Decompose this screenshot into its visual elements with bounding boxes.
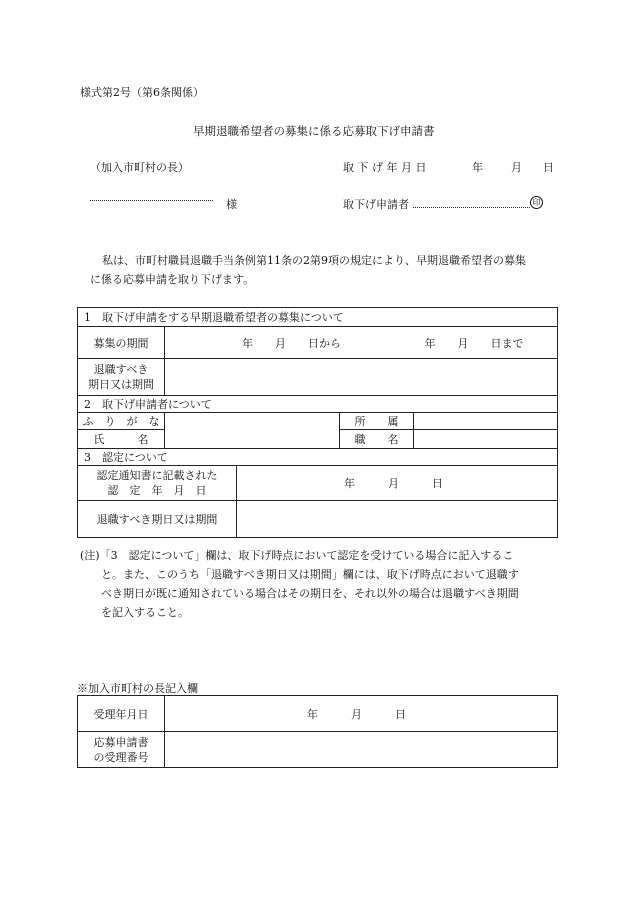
note-line1: (注)「3 認定について」欄は、取下げ時点において認定を受けている場合に記入するこ (80, 549, 514, 562)
recruit-period-to: 年 月 日まで (424, 336, 524, 350)
receipt-number-value[interactable] (165, 732, 558, 768)
cert-date-value[interactable] (237, 466, 558, 501)
retire-period-value[interactable] (237, 501, 558, 538)
body-text-line1: 私は、市町村職員退職手当条例第11条の2第9項の規定により、早期退職希望者の募集 (102, 254, 526, 267)
name-label: 氏 名 (78, 430, 165, 449)
section-2-heading: 2 取下げ申請者について (78, 396, 558, 413)
cert-date-label-line1: 認定通知書に記載された (96, 469, 218, 482)
position-label: 職 名 (340, 430, 414, 449)
note-line4: を記入すること。 (101, 606, 189, 619)
seal-mark: 印 (530, 196, 543, 209)
date-day: 日 (543, 161, 554, 174)
date-month: 月 (511, 161, 522, 174)
receipt-date-label: 受理年月日 (78, 696, 165, 732)
cert-date-label (78, 466, 237, 501)
receipt-date-value[interactable] (165, 696, 558, 732)
applicant-label: 取下げ申請者 (343, 198, 409, 211)
applicant-name-field[interactable] (413, 207, 530, 208)
application-table (77, 307, 558, 538)
recruit-period-label: 募集の期間 (78, 327, 165, 359)
section-3-heading: 3 認定について (78, 449, 558, 466)
honorific: 様 (226, 198, 237, 211)
applicant-name-value[interactable] (165, 413, 340, 449)
retire-date-label-line1: 退職すべき (93, 363, 149, 376)
retire-period-label: 退職すべき期日又は期間 (78, 501, 237, 538)
cert-date-text: 年 月 日 (344, 477, 443, 490)
position-value[interactable] (414, 430, 558, 449)
municipal-table (77, 695, 558, 768)
section-1-heading: 1 取下げ申請をする早期退職希望者の募集について (78, 308, 558, 327)
receipt-number-label-line1: 応募申請書 (93, 735, 149, 749)
addressee-name-field[interactable] (90, 200, 213, 201)
receipt-number-label (78, 732, 165, 768)
addressee-label: （加入市町村の長） (90, 161, 189, 174)
cert-date-label-line2: 認 定 年 月 日 (107, 484, 207, 497)
municipal-section-heading: ※加入市町村の長記入欄 (77, 682, 198, 695)
note-block (80, 546, 558, 622)
retire-date-label (78, 359, 165, 396)
retire-date-label-line2: 期日又は期間 (88, 378, 154, 391)
receipt-date-text: 年 月 日 (307, 707, 406, 721)
form-number: 様式第2号（第6条関係） (80, 86, 204, 99)
recruit-period-value[interactable] (165, 327, 558, 359)
body-text-line2: に係る応募申請を取り下げます。 (90, 273, 255, 286)
note-line2: と。また、このうち「退職すべき期日又は期間」欄には、取下げ時点において退職す (101, 568, 519, 581)
recruit-period-from: 年 月 日から (242, 336, 341, 350)
office-label: 所 属 (340, 413, 414, 430)
note-line3: べき期日が既に通知されている場合はその期日を、それ以外の場合は退職すべき期間 (101, 587, 519, 600)
furigana-label: ふ り が な (78, 413, 165, 430)
office-value[interactable] (414, 413, 558, 430)
retire-date-value[interactable] (165, 359, 558, 396)
withdrawal-date-label: 取 下 げ 年 月 日 (343, 161, 427, 174)
date-year: 年 (472, 161, 483, 174)
receipt-number-label-line2: の受理番号 (93, 750, 149, 764)
document-title: 早期退職希望者の募集に係る応募取下げ申請書 (193, 124, 435, 138)
